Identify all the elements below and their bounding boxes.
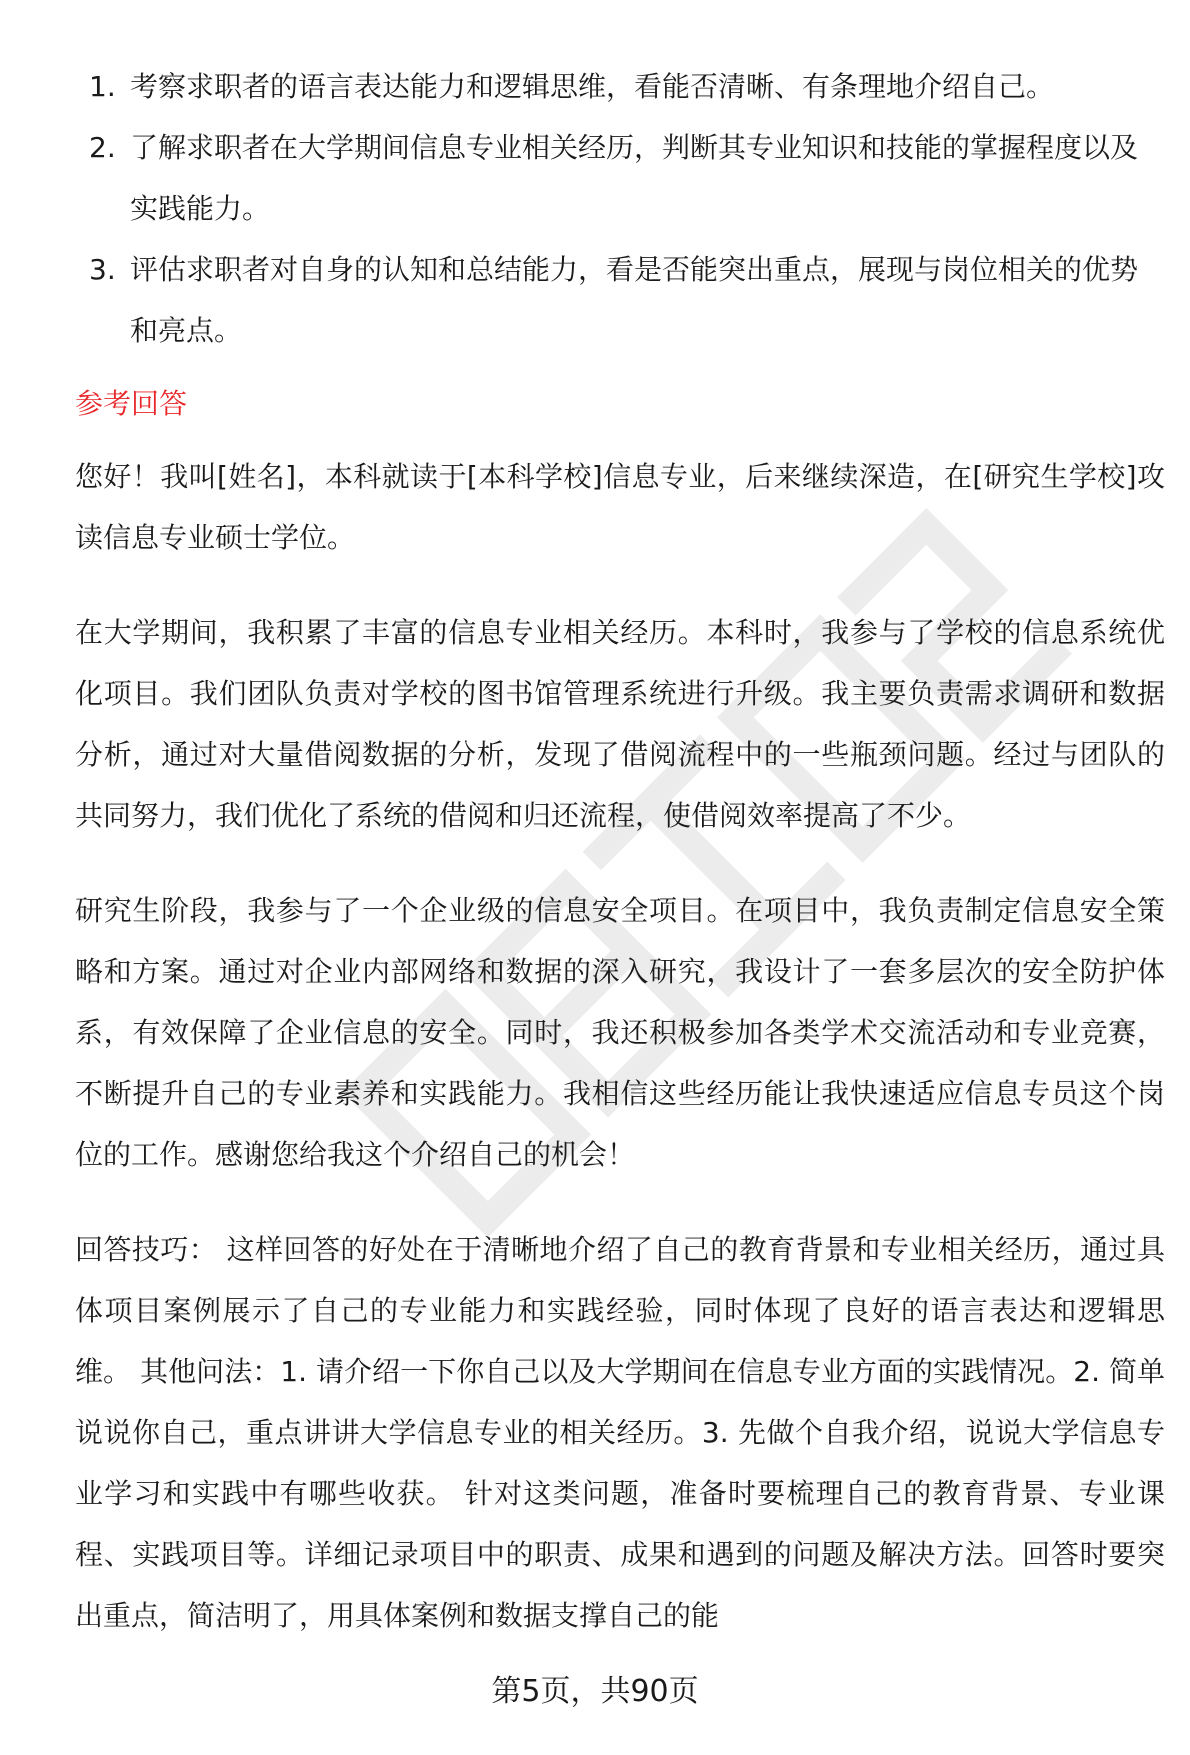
list-item [75, 117, 1165, 239]
list-text: 评估求职者对自身的认知和总结能力，看是否能突出重点，展现与岗位相关的优势和亮点。 [130, 253, 1139, 347]
list-number: 3. [89, 253, 116, 286]
answer-paragraph: 在大学期间，我积累了丰富的信息专业相关经历。本科时，我参与了学校的信息系统优化项目。我们团队负责对学校的图书馆管理系统进行升级。我主要负责需求调研和数据分析，通过对大量借阅数据的分析，发现了借阅流程中的一些瓶颈问题。经过与团队的共同努力，我们优化了系统的借阅和归还流程，使借阅效率提高了不少。 [75, 616, 1165, 832]
list-item [75, 56, 1165, 117]
reference-answer-heading: 参考回答 [75, 387, 188, 420]
document-page [75, 56, 1165, 1646]
answer-paragraph: 研究生阶段，我参与了一个企业级的信息安全项目。在项目中，我负责制定信息安全策略和方案。通过对企业内部网络和数据的深入研究，我设计了一套多层次的安全防护体系，有效保障了企业信息的安全。同时，我还积极参加各类学术交流活动和专业竞赛，不断提升自己的专业素养和实践能力。我相信这些经历能让我快速适应信息专员这个岗位的工作。感谢您给我这个介绍自己的机会！ [75, 894, 1165, 1171]
list-number: 1. [89, 70, 116, 103]
tips-paragraph: 回答技巧： 这样回答的好处在于清晰地介绍了自己的教育背景和专业相关经历，通过具体项目案例展示了自己的专业能力和实践经验，同时体现了良好的语言表达和逻辑思维。 其他问法：1. 请介绍一下你自己以及大学期间在信息专业方面的实践情况。2. 简单说说你自己，重点讲讲大学信息专业的相关经历。3. 先做个自我介绍，说说大学信息专业学习和实践中有哪些收获。 针对这类问题，准备时要梳理自己的教育背景、专业课程、实践项目等。详细记录项目中的职责、成果和遇到的问题及解决方法。回答时要突出重点，简洁明了，用具体案例和数据支撑自己的能 [75, 1233, 1165, 1632]
list-number: 2. [89, 131, 116, 164]
list-text: 了解求职者在大学期间信息专业相关经历，判断其专业知识和技能的掌握程度以及实践能力。 [130, 131, 1139, 225]
list-text: 考察求职者的语言表达能力和逻辑思维，看能否清晰、有条理地介绍自己。 [130, 70, 1055, 103]
list-item [75, 239, 1165, 361]
page-number: 第5页，共90页 [491, 1674, 699, 1709]
answer-paragraph: 您好！我叫[姓名]，本科就读于[本科学校]信息专业，后来继续深造，在[研究生学校]攻读信息专业硕士学位。 [75, 460, 1165, 554]
purpose-list [75, 56, 1165, 361]
